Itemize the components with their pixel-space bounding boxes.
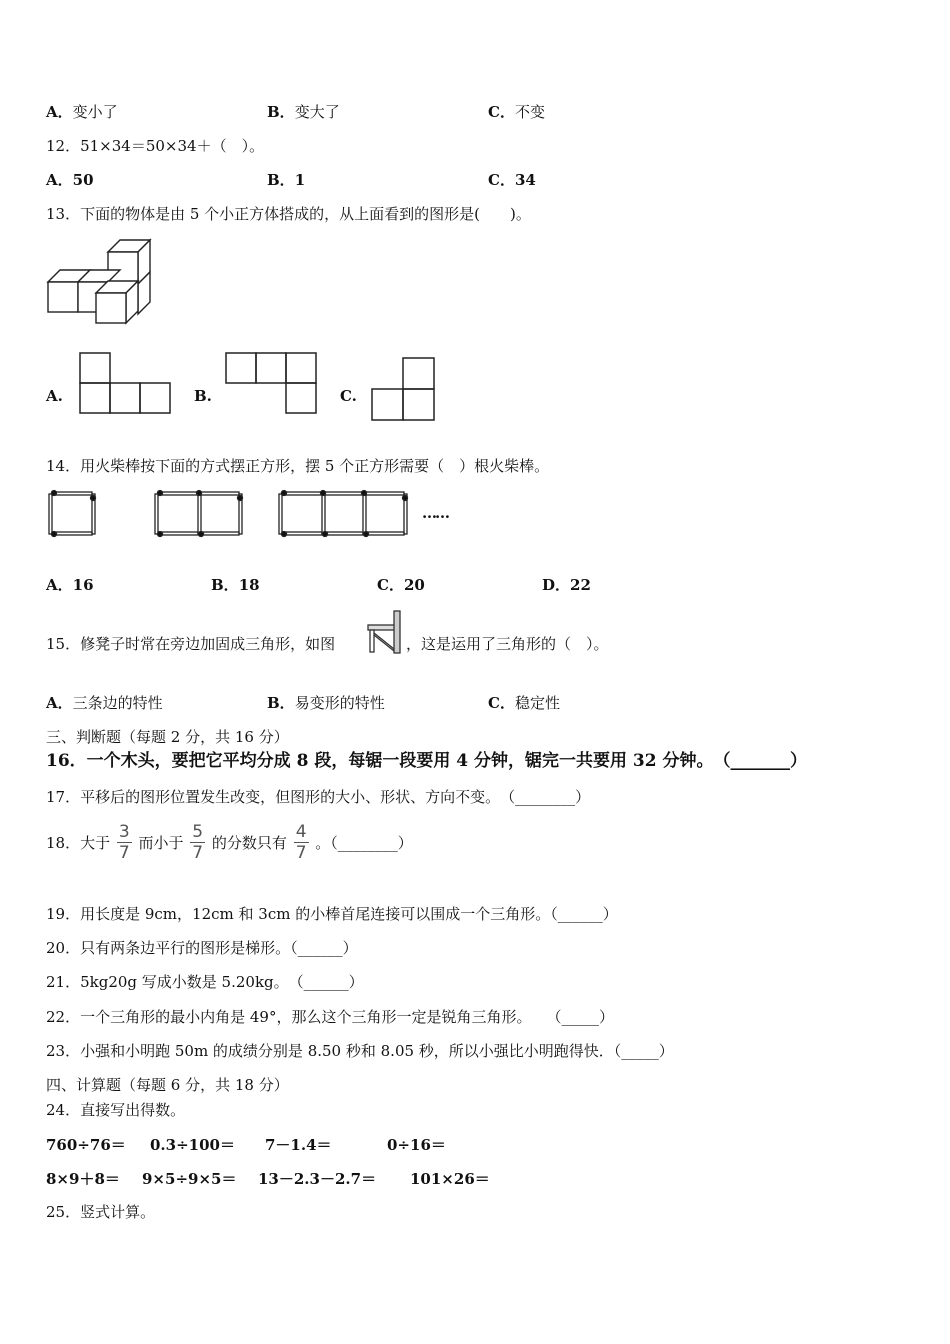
q12-option-b: B．1 bbox=[267, 171, 306, 189]
q24-question: 24．直接写出得数。 bbox=[46, 1101, 186, 1119]
q18-suffix: 。（________） bbox=[315, 834, 413, 852]
calc-item: 8×9＋8＝ bbox=[46, 1170, 120, 1188]
calc-item: 760÷76＝ bbox=[46, 1136, 126, 1154]
q14-option-a: A．16 bbox=[46, 576, 94, 594]
q13-option-b-label: B. bbox=[194, 387, 212, 405]
q11-option-c: C．不变 bbox=[488, 103, 545, 121]
q13-option-a-label: A. bbox=[46, 387, 63, 405]
q16-statement: 16．一个木头，要把它平均分成 8 段，每锯一段要用 4 分钟，锯完一共要用 32 分钟。 （_______） bbox=[46, 751, 807, 771]
calc-item: 7－1.4＝ bbox=[265, 1136, 332, 1154]
matchstick-ellipsis: …… bbox=[422, 504, 448, 522]
q13-option-b-figure bbox=[224, 351, 318, 415]
q12-option-a: A．50 bbox=[46, 171, 94, 189]
q14-question: 14．用火柴棒按下面的方式摆正方形，摆 5 个正方形需要（ ）根火柴棒。 bbox=[46, 457, 550, 475]
q25-question: 25．竖式计算。 bbox=[46, 1203, 156, 1221]
q15-option-b: B．易变形的特性 bbox=[267, 694, 385, 712]
q14-option-b: B．18 bbox=[211, 576, 260, 594]
q13-option-c-label: C. bbox=[340, 387, 357, 405]
q12-option-c: C．34 bbox=[488, 171, 536, 189]
q15-question-start: 15．修凳子时常在旁边加固成三角形，如图 bbox=[46, 635, 336, 653]
q14-option-d: D．22 bbox=[542, 576, 591, 594]
fraction-5-7: $\frac{5}{7}$ bbox=[192, 822, 204, 863]
cube-stack-figure bbox=[46, 238, 156, 328]
q15-question-end: ，这是运用了三角形的（ ）。 bbox=[406, 635, 609, 653]
q13-question: 13．下面的物体是由 5 个小正方体搭成的，从上面看到的图形是( )。 bbox=[46, 205, 531, 223]
calc-item: 101×26＝ bbox=[410, 1170, 490, 1188]
q14-option-c: C．20 bbox=[377, 576, 425, 594]
q17-statement: 17．平移后的图形位置发生改变，但图形的大小、形状、方向不变。 （________） bbox=[46, 788, 591, 806]
fraction-4-7: $\frac{4}{7}$ bbox=[295, 822, 307, 863]
q20-statement: 20．只有两条边平行的图形是梯形。（______） bbox=[46, 939, 358, 957]
section-3-heading: 三、判断题（每题 2 分，共 16 分） bbox=[46, 728, 289, 746]
q11-option-b: B．变大了 bbox=[267, 103, 340, 121]
q18-middle: 而小于 bbox=[138, 834, 184, 852]
q19-statement: 19．用长度是 9cm，12cm 和 3cm 的小棒首尾连接可以围成一个三角形。（______） bbox=[46, 905, 618, 923]
q13-option-a-figure bbox=[78, 351, 172, 415]
q12-question: 12．51×34＝50×34＋（ ）。 bbox=[46, 137, 265, 155]
matchstick-figure bbox=[46, 488, 466, 540]
q18-statement bbox=[46, 822, 413, 863]
q18-middle2: 的分数只有 bbox=[211, 834, 287, 852]
q18-prefix: 18．大于 bbox=[46, 834, 111, 852]
q22-statement: 22．一个三角形的最小内角是 49°，那么这个三角形一定是锐角三角形。 （_____） bbox=[46, 1008, 614, 1026]
calc-item: 0÷16＝ bbox=[387, 1136, 446, 1154]
q15-option-a: A．三条边的特性 bbox=[46, 694, 163, 712]
fraction-3-7: $\frac{3}{7}$ bbox=[118, 822, 130, 863]
q21-statement: 21．5kg20g 写成小数是 5.20kg。 （______） bbox=[46, 973, 364, 991]
calc-item: 9×5÷9×5＝ bbox=[142, 1170, 237, 1188]
q15-option-c: C．稳定性 bbox=[488, 694, 560, 712]
calc-item: 0.3÷100＝ bbox=[150, 1136, 235, 1154]
calc-item: 13－2.3－2.7＝ bbox=[258, 1170, 377, 1188]
stool-figure bbox=[366, 609, 406, 655]
q13-option-c-figure bbox=[370, 356, 436, 422]
q11-option-a: A．变小了 bbox=[46, 103, 118, 121]
section-4-heading: 四、计算题（每题 6 分，共 18 分） bbox=[46, 1076, 289, 1094]
q23-statement: 23．小强和小明跑 50m 的成绩分别是 8.50 秒和 8.05 秒，所以小强比小明跑得快．（_____） bbox=[46, 1042, 674, 1060]
